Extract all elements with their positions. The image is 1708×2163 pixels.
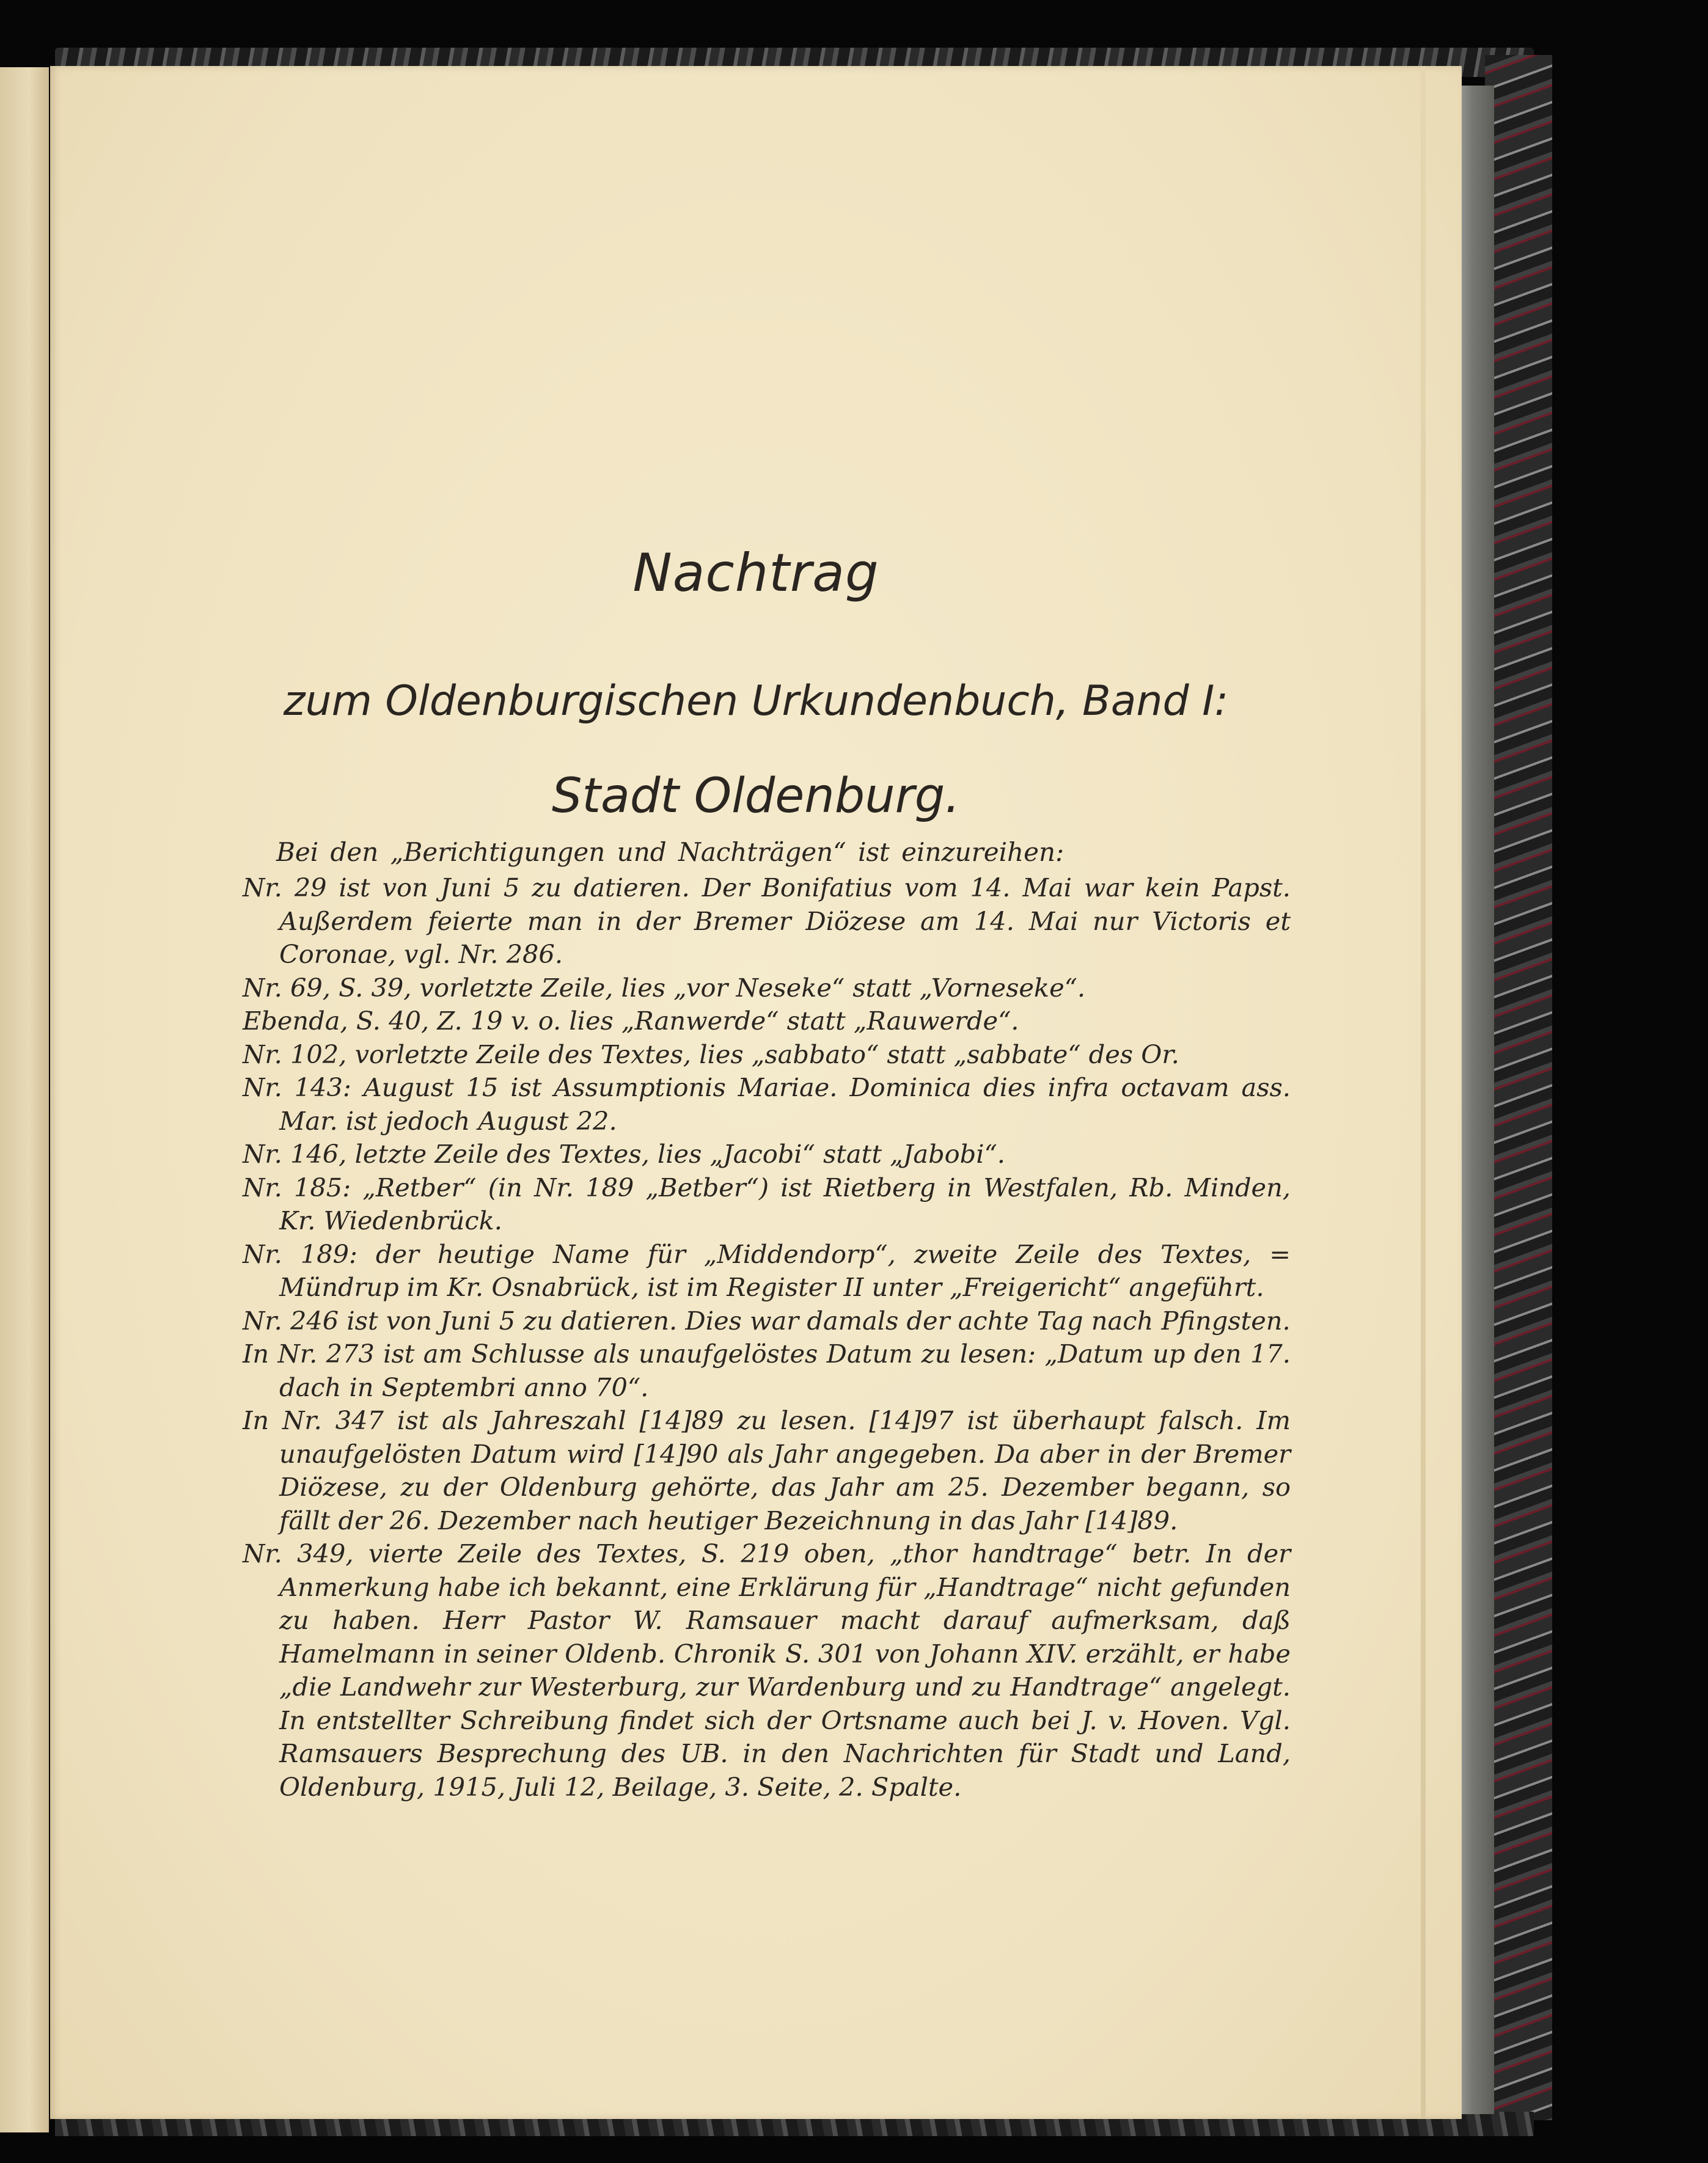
- list-item: Nr. 29 ist von Juni 5 zu datieren. Der Bonifatius vom 14. Mai war kein Papst. Außerdem feierte man in der Bremer Diözese am 14. Mai nur Victoris et Coronae, vgl. Nr. 286.: [243, 873, 1291, 969]
- list-item: Nr. 69, S. 39, vorletzte Zeile, lies „vor Neseke“ statt „Vorneseke“.: [243, 972, 1086, 1003]
- section-heading: Stadt Oldenburg.: [551, 769, 961, 824]
- left-page-edge: [0, 67, 49, 2132]
- list-item: Nr. 246 ist von Juni 5 zu datieren. Dies war damals der achte Tag nach Pfingsten.: [243, 1305, 1291, 1336]
- marbled-cover-edge: [1485, 55, 1552, 2120]
- list-item: Nr. 185: „Retber“ (in Nr. 189 „Betber“) ist Rietberg in Westfalen, Rb. Minden, Kr. Wiedenbrück.: [243, 1172, 1291, 1235]
- list-item: Nr. 143: August 15 ist Assumptionis Mariae. Dominica dies infra octavam ass. Mar. ist jedoch August 22.: [243, 1072, 1291, 1136]
- list-item: Nr. 146, letzte Zeile des Textes, lies „Jacobi“ statt „Jabobi“.: [243, 1139, 1005, 1169]
- entry-list: [243, 871, 1291, 1804]
- intro-line: Bei den „Berichtigungen und Nachträgen“ ist einzureihen:: [276, 837, 1065, 867]
- page-subtitle: zum Oldenburgischen Urkundenbuch, Band I:: [283, 677, 1229, 725]
- page-content: [50, 66, 1462, 2119]
- list-item: Nr. 102, vorletzte Zeile des Textes, lies „sabbato“ statt „sabbate“ des Or.: [243, 1039, 1179, 1069]
- list-item: Nr. 349, vierte Zeile des Textes, S. 219 oben, „thor handtrage“ betr. In der Anmerkung habe ich bekannt, eine Erklärung für „Handtrage“ nicht gefunden zu haben. Herr Pastor W. Ramsauer macht darauf aufmerksam, daß Hamelmann in seiner Oldenb. Chronik S. 301 von Johann XIV. erzählt, er habe „die Landwehr zur Westerburg, zur Wardenburg und zu Handtrage“ angelegt. In entstellter Schreibung findet sich der Ortsname auch bei J. v. Hoven. Vgl. Ramsauers Besprechung des UB. in den Nachrichten für Stadt und Land, Oldenburg, 1915, Juli 12, Beilage, 3. Seite, 2. Spalte.: [243, 1539, 1291, 1802]
- board-edge: [1457, 86, 1494, 2114]
- page-title: Nachtrag: [632, 543, 879, 604]
- list-item: Ebenda, S. 40, Z. 19 v. o. lies „Ranwerde“ statt „Rauwerde“.: [243, 1006, 1019, 1036]
- list-item: In Nr. 273 ist am Schlusse als unaufgelöstes Datum zu lesen: „Datum up den 17. dach in Septembri anno 70“.: [243, 1339, 1291, 1402]
- list-item: In Nr. 347 ist als Jahreszahl [14]89 zu lesen. [14]97 ist überhaupt falsch. Im unaufgelösten Datum wird [14]90 als Jahr angegeben. Da aber in der Bremer Diözese, zu der Oldenburg gehörte, das Jahr am 25. Dezember begann, so fällt der 26. Dezember nach heutiger Bezeichnung in das Jahr [14]89.: [243, 1405, 1291, 1535]
- page: [50, 66, 1462, 2119]
- page-fore-edge: [1421, 66, 1426, 2119]
- list-item: Nr. 189: der heutige Name für „Middendorp“, zweite Zeile des Textes, = Mündrup im Kr. Osnabrück, ist im Register II unter „Freigericht“ angeführt.: [243, 1239, 1291, 1302]
